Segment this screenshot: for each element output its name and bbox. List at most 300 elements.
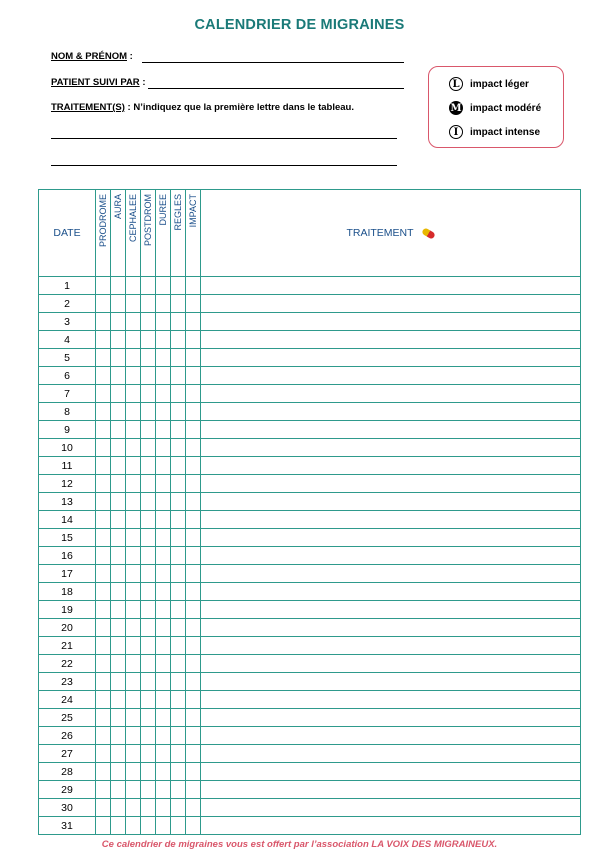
cell-postdrom[interactable]	[141, 547, 156, 565]
cell-postdrom[interactable]	[141, 565, 156, 583]
cell-aura[interactable]	[111, 385, 126, 403]
cell-postdrom[interactable]	[141, 277, 156, 295]
cell-prodrome[interactable]	[96, 331, 111, 349]
cell-aura[interactable]	[111, 601, 126, 619]
cell-cephalee[interactable]	[126, 457, 141, 475]
table-row	[39, 817, 581, 835]
cell-traitement[interactable]	[201, 565, 581, 583]
cell-regles[interactable]	[171, 799, 186, 817]
day-number: 7	[39, 385, 96, 403]
day-number: 24	[39, 691, 96, 709]
cell-regles[interactable]	[171, 529, 186, 547]
cell-impact[interactable]	[186, 781, 201, 799]
cell-traitement[interactable]	[201, 727, 581, 745]
table-row	[39, 709, 581, 727]
cell-duree[interactable]	[156, 421, 171, 439]
cell-impact[interactable]	[186, 529, 201, 547]
day-number: 11	[39, 457, 96, 475]
cell-traitement[interactable]	[201, 277, 581, 295]
cell-regles[interactable]	[171, 403, 186, 421]
day-number: 20	[39, 619, 96, 637]
cell-cephalee[interactable]	[126, 475, 141, 493]
cell-aura[interactable]	[111, 763, 126, 781]
cell-postdrom[interactable]	[141, 691, 156, 709]
day-number: 8	[39, 403, 96, 421]
cell-cephalee[interactable]	[126, 295, 141, 313]
cell-traitement[interactable]	[201, 799, 581, 817]
cell-duree[interactable]	[156, 799, 171, 817]
cell-prodrome[interactable]	[96, 637, 111, 655]
cell-prodrome[interactable]	[96, 349, 111, 367]
table-row	[39, 547, 581, 565]
cell-prodrome[interactable]	[96, 529, 111, 547]
name-input-line[interactable]	[142, 62, 404, 63]
day-number: 23	[39, 673, 96, 691]
cell-cephalee[interactable]	[126, 799, 141, 817]
cell-aura[interactable]	[111, 511, 126, 529]
cell-aura[interactable]	[111, 745, 126, 763]
cell-duree[interactable]	[156, 403, 171, 421]
cell-impact[interactable]	[186, 565, 201, 583]
cell-impact[interactable]	[186, 367, 201, 385]
cell-cephalee[interactable]	[126, 817, 141, 835]
cell-traitement[interactable]	[201, 547, 581, 565]
cell-regles[interactable]	[171, 655, 186, 673]
calendar-table	[38, 189, 581, 835]
circled-m-icon: M	[450, 102, 462, 114]
table-row	[39, 367, 581, 385]
cell-cephalee[interactable]	[126, 313, 141, 331]
cell-cephalee[interactable]	[126, 709, 141, 727]
table-row	[39, 331, 581, 349]
cell-postdrom[interactable]	[141, 295, 156, 313]
cell-postdrom[interactable]	[141, 493, 156, 511]
cell-postdrom[interactable]	[141, 367, 156, 385]
cell-traitement[interactable]	[201, 511, 581, 529]
cell-duree[interactable]	[156, 277, 171, 295]
cell-aura[interactable]	[111, 493, 126, 511]
cell-aura[interactable]	[111, 709, 126, 727]
cell-duree[interactable]	[156, 529, 171, 547]
cell-traitement[interactable]	[201, 601, 581, 619]
table-row	[39, 529, 581, 547]
cell-aura[interactable]	[111, 655, 126, 673]
cell-duree[interactable]	[156, 745, 171, 763]
cell-traitement[interactable]	[201, 817, 581, 835]
cell-aura[interactable]	[111, 565, 126, 583]
cell-aura[interactable]	[111, 277, 126, 295]
cell-aura[interactable]	[111, 673, 126, 691]
cell-cephalee[interactable]	[126, 349, 141, 367]
column-label-aura: AURA	[113, 194, 123, 220]
cell-prodrome[interactable]	[96, 475, 111, 493]
cell-cephalee[interactable]	[126, 763, 141, 781]
cell-postdrom[interactable]	[141, 331, 156, 349]
cell-postdrom[interactable]	[141, 439, 156, 457]
treatment-field-label	[51, 102, 354, 113]
column-header-duree	[156, 190, 171, 277]
column-label-regles: REGLES	[173, 194, 183, 231]
cell-traitement[interactable]	[201, 475, 581, 493]
cell-aura[interactable]	[111, 403, 126, 421]
cell-prodrome[interactable]	[96, 709, 111, 727]
cell-impact[interactable]	[186, 277, 201, 295]
cell-regles[interactable]	[171, 475, 186, 493]
cell-cephalee[interactable]	[126, 385, 141, 403]
cell-cephalee[interactable]	[126, 673, 141, 691]
treatment-note: : N’indiquez que la première lettre dans le tableau.	[124, 102, 355, 113]
table-row	[39, 403, 581, 421]
day-number: 19	[39, 601, 96, 619]
cell-cephalee[interactable]	[126, 547, 141, 565]
cell-traitement[interactable]	[201, 313, 581, 331]
cell-cephalee[interactable]	[126, 601, 141, 619]
cell-regles[interactable]	[171, 619, 186, 637]
followed-label-text: PATIENT SUIVI PAR	[51, 77, 140, 88]
cell-regles[interactable]	[171, 511, 186, 529]
cell-aura[interactable]	[111, 691, 126, 709]
day-number: 29	[39, 781, 96, 799]
cell-traitement[interactable]	[201, 457, 581, 475]
cell-regles[interactable]	[171, 565, 186, 583]
cell-duree[interactable]	[156, 655, 171, 673]
cell-impact[interactable]	[186, 457, 201, 475]
cell-aura[interactable]	[111, 475, 126, 493]
cell-postdrom[interactable]	[141, 619, 156, 637]
cell-traitement[interactable]	[201, 619, 581, 637]
cell-postdrom[interactable]	[141, 583, 156, 601]
cell-duree[interactable]	[156, 547, 171, 565]
cell-postdrom[interactable]	[141, 529, 156, 547]
cell-regles[interactable]	[171, 277, 186, 295]
cell-impact[interactable]	[186, 295, 201, 313]
cell-duree[interactable]	[156, 457, 171, 475]
cell-impact[interactable]	[186, 691, 201, 709]
cell-impact[interactable]	[186, 601, 201, 619]
cell-cephalee[interactable]	[126, 655, 141, 673]
cell-postdrom[interactable]	[141, 457, 156, 475]
cell-aura[interactable]	[111, 439, 126, 457]
cell-prodrome[interactable]	[96, 277, 111, 295]
cell-cephalee[interactable]	[126, 781, 141, 799]
cell-regles[interactable]	[171, 637, 186, 655]
cell-impact[interactable]	[186, 709, 201, 727]
cell-duree[interactable]	[156, 475, 171, 493]
cell-duree[interactable]	[156, 601, 171, 619]
cell-postdrom[interactable]	[141, 781, 156, 799]
cell-regles[interactable]	[171, 493, 186, 511]
cell-regles[interactable]	[171, 295, 186, 313]
table-row	[39, 457, 581, 475]
cell-prodrome[interactable]	[96, 439, 111, 457]
cell-impact[interactable]	[186, 619, 201, 637]
cell-prodrome[interactable]	[96, 313, 111, 331]
cell-traitement[interactable]	[201, 637, 581, 655]
cell-postdrom[interactable]	[141, 403, 156, 421]
cell-duree[interactable]	[156, 709, 171, 727]
cell-cephalee[interactable]	[126, 331, 141, 349]
page-title: CALENDRIER DE MIGRAINES	[194, 17, 405, 33]
cell-aura[interactable]	[111, 295, 126, 313]
cell-regles[interactable]	[171, 673, 186, 691]
cell-prodrome[interactable]	[96, 385, 111, 403]
cell-regles[interactable]	[171, 547, 186, 565]
cell-prodrome[interactable]	[96, 295, 111, 313]
cell-traitement[interactable]	[201, 493, 581, 511]
cell-cephalee[interactable]	[126, 691, 141, 709]
cell-prodrome[interactable]	[96, 745, 111, 763]
cell-aura[interactable]	[111, 781, 126, 799]
table-row	[39, 313, 581, 331]
cell-prodrome[interactable]	[96, 799, 111, 817]
cell-postdrom[interactable]	[141, 817, 156, 835]
cell-impact[interactable]	[186, 439, 201, 457]
table-row	[39, 277, 581, 295]
cell-traitement[interactable]	[201, 439, 581, 457]
legend-label-moderate: impact modéré	[470, 102, 542, 114]
cell-impact[interactable]	[186, 385, 201, 403]
cell-aura[interactable]	[111, 817, 126, 835]
cell-duree[interactable]	[156, 331, 171, 349]
cell-duree[interactable]	[156, 367, 171, 385]
table-row	[39, 475, 581, 493]
cell-aura[interactable]	[111, 547, 126, 565]
column-header-postdrom	[141, 190, 156, 277]
cell-aura[interactable]	[111, 583, 126, 601]
cell-aura[interactable]	[111, 637, 126, 655]
day-number: 16	[39, 547, 96, 565]
cell-prodrome[interactable]	[96, 511, 111, 529]
cell-traitement[interactable]	[201, 673, 581, 691]
cell-prodrome[interactable]	[96, 763, 111, 781]
cell-regles[interactable]	[171, 331, 186, 349]
cell-postdrom[interactable]	[141, 349, 156, 367]
cell-duree[interactable]	[156, 763, 171, 781]
cell-traitement[interactable]	[201, 763, 581, 781]
cell-traitement[interactable]	[201, 745, 581, 763]
cell-duree[interactable]	[156, 781, 171, 799]
cell-postdrom[interactable]	[141, 745, 156, 763]
cell-duree[interactable]	[156, 511, 171, 529]
cell-prodrome[interactable]	[96, 673, 111, 691]
cell-postdrom[interactable]	[141, 727, 156, 745]
cell-postdrom[interactable]	[141, 475, 156, 493]
cell-postdrom[interactable]	[141, 511, 156, 529]
table-row	[39, 601, 581, 619]
cell-duree[interactable]	[156, 295, 171, 313]
cell-prodrome[interactable]	[96, 619, 111, 637]
cell-impact[interactable]	[186, 817, 201, 835]
cell-prodrome[interactable]	[96, 727, 111, 745]
cell-prodrome[interactable]	[96, 691, 111, 709]
table-row	[39, 673, 581, 691]
cell-impact[interactable]	[186, 475, 201, 493]
column-header-cephalee	[126, 190, 141, 277]
cell-prodrome[interactable]	[96, 817, 111, 835]
cell-cephalee[interactable]	[126, 727, 141, 745]
cell-cephalee[interactable]	[126, 421, 141, 439]
cell-traitement[interactable]	[201, 529, 581, 547]
cell-cephalee[interactable]	[126, 511, 141, 529]
cell-aura[interactable]	[111, 529, 126, 547]
cell-prodrome[interactable]	[96, 583, 111, 601]
day-number: 31	[39, 817, 96, 835]
cell-regles[interactable]	[171, 421, 186, 439]
cell-postdrom[interactable]	[141, 673, 156, 691]
cell-impact[interactable]	[186, 331, 201, 349]
table-row	[39, 493, 581, 511]
cell-duree[interactable]	[156, 817, 171, 835]
cell-traitement[interactable]	[201, 349, 581, 367]
cell-cephalee[interactable]	[126, 277, 141, 295]
cell-prodrome[interactable]	[96, 493, 111, 511]
cell-prodrome[interactable]	[96, 547, 111, 565]
cell-prodrome[interactable]	[96, 457, 111, 475]
cell-cephalee[interactable]	[126, 745, 141, 763]
cell-postdrom[interactable]	[141, 421, 156, 439]
cell-traitement[interactable]	[201, 367, 581, 385]
cell-cephalee[interactable]	[126, 367, 141, 385]
cell-postdrom[interactable]	[141, 655, 156, 673]
column-header-aura	[111, 190, 126, 277]
cell-impact[interactable]	[186, 673, 201, 691]
cell-traitement[interactable]	[201, 655, 581, 673]
cell-postdrom[interactable]	[141, 385, 156, 403]
cell-regles[interactable]	[171, 457, 186, 475]
cell-aura[interactable]	[111, 421, 126, 439]
cell-aura[interactable]	[111, 313, 126, 331]
cell-duree[interactable]	[156, 727, 171, 745]
cell-cephalee[interactable]	[126, 619, 141, 637]
column-label-impact: IMPACT	[188, 194, 198, 228]
cell-prodrome[interactable]	[96, 781, 111, 799]
cell-traitement[interactable]	[201, 385, 581, 403]
day-number: 3	[39, 313, 96, 331]
cell-regles[interactable]	[171, 367, 186, 385]
cell-cephalee[interactable]	[126, 403, 141, 421]
cell-regles[interactable]	[171, 691, 186, 709]
cell-traitement[interactable]	[201, 331, 581, 349]
cell-postdrom[interactable]	[141, 763, 156, 781]
cell-aura[interactable]	[111, 457, 126, 475]
cell-traitement[interactable]	[201, 295, 581, 313]
column-header-impact	[186, 190, 201, 277]
day-number: 9	[39, 421, 96, 439]
cell-traitement[interactable]	[201, 421, 581, 439]
cell-duree[interactable]	[156, 637, 171, 655]
day-number: 4	[39, 331, 96, 349]
cell-duree[interactable]	[156, 583, 171, 601]
cell-postdrom[interactable]	[141, 601, 156, 619]
cell-regles[interactable]	[171, 781, 186, 799]
cell-prodrome[interactable]	[96, 601, 111, 619]
cell-traitement[interactable]	[201, 709, 581, 727]
cell-regles[interactable]	[171, 439, 186, 457]
treatment-input-line-1[interactable]	[51, 138, 397, 139]
cell-impact[interactable]	[186, 511, 201, 529]
cell-cephalee[interactable]	[126, 493, 141, 511]
cell-postdrom[interactable]	[141, 637, 156, 655]
cell-regles[interactable]	[171, 349, 186, 367]
cell-aura[interactable]	[111, 619, 126, 637]
cell-impact[interactable]	[186, 421, 201, 439]
cell-cephalee[interactable]	[126, 637, 141, 655]
table-row	[39, 655, 581, 673]
cell-regles[interactable]	[171, 385, 186, 403]
cell-regles[interactable]	[171, 727, 186, 745]
cell-duree[interactable]	[156, 565, 171, 583]
cell-aura[interactable]	[111, 799, 126, 817]
cell-duree[interactable]	[156, 313, 171, 331]
cell-cephalee[interactable]	[126, 583, 141, 601]
table-row	[39, 637, 581, 655]
cell-cephalee[interactable]	[126, 565, 141, 583]
cell-regles[interactable]	[171, 745, 186, 763]
cell-impact[interactable]	[186, 763, 201, 781]
cell-impact[interactable]	[186, 637, 201, 655]
cell-aura[interactable]	[111, 331, 126, 349]
cell-impact[interactable]	[186, 349, 201, 367]
cell-duree[interactable]	[156, 385, 171, 403]
treatment-input-line-2[interactable]	[51, 165, 397, 166]
cell-duree[interactable]	[156, 673, 171, 691]
cell-traitement[interactable]	[201, 583, 581, 601]
cell-impact[interactable]	[186, 727, 201, 745]
cell-regles[interactable]	[171, 817, 186, 835]
cell-impact[interactable]	[186, 547, 201, 565]
table-row	[39, 511, 581, 529]
cell-impact[interactable]	[186, 799, 201, 817]
cell-aura[interactable]	[111, 349, 126, 367]
cell-impact[interactable]	[186, 313, 201, 331]
cell-postdrom[interactable]	[141, 799, 156, 817]
cell-prodrome[interactable]	[96, 367, 111, 385]
cell-duree[interactable]	[156, 349, 171, 367]
table-row	[39, 385, 581, 403]
cell-duree[interactable]	[156, 619, 171, 637]
cell-traitement[interactable]	[201, 691, 581, 709]
cell-regles[interactable]	[171, 601, 186, 619]
cell-aura[interactable]	[111, 367, 126, 385]
cell-impact[interactable]	[186, 745, 201, 763]
cell-cephalee[interactable]	[126, 529, 141, 547]
cell-regles[interactable]	[171, 763, 186, 781]
cell-postdrom[interactable]	[141, 709, 156, 727]
cell-regles[interactable]	[171, 709, 186, 727]
cell-prodrome[interactable]	[96, 565, 111, 583]
cell-cephalee[interactable]	[126, 439, 141, 457]
cell-regles[interactable]	[171, 313, 186, 331]
cell-traitement[interactable]	[201, 403, 581, 421]
cell-impact[interactable]	[186, 655, 201, 673]
cell-impact[interactable]	[186, 583, 201, 601]
cell-postdrom[interactable]	[141, 313, 156, 331]
cell-prodrome[interactable]	[96, 403, 111, 421]
cell-aura[interactable]	[111, 727, 126, 745]
cell-regles[interactable]	[171, 583, 186, 601]
cell-duree[interactable]	[156, 691, 171, 709]
cell-duree[interactable]	[156, 439, 171, 457]
cell-impact[interactable]	[186, 403, 201, 421]
cell-duree[interactable]	[156, 493, 171, 511]
day-number: 2	[39, 295, 96, 313]
cell-impact[interactable]	[186, 493, 201, 511]
cell-prodrome[interactable]	[96, 421, 111, 439]
cell-traitement[interactable]	[201, 781, 581, 799]
table-row	[39, 565, 581, 583]
cell-prodrome[interactable]	[96, 655, 111, 673]
followed-input-line[interactable]	[148, 88, 404, 89]
